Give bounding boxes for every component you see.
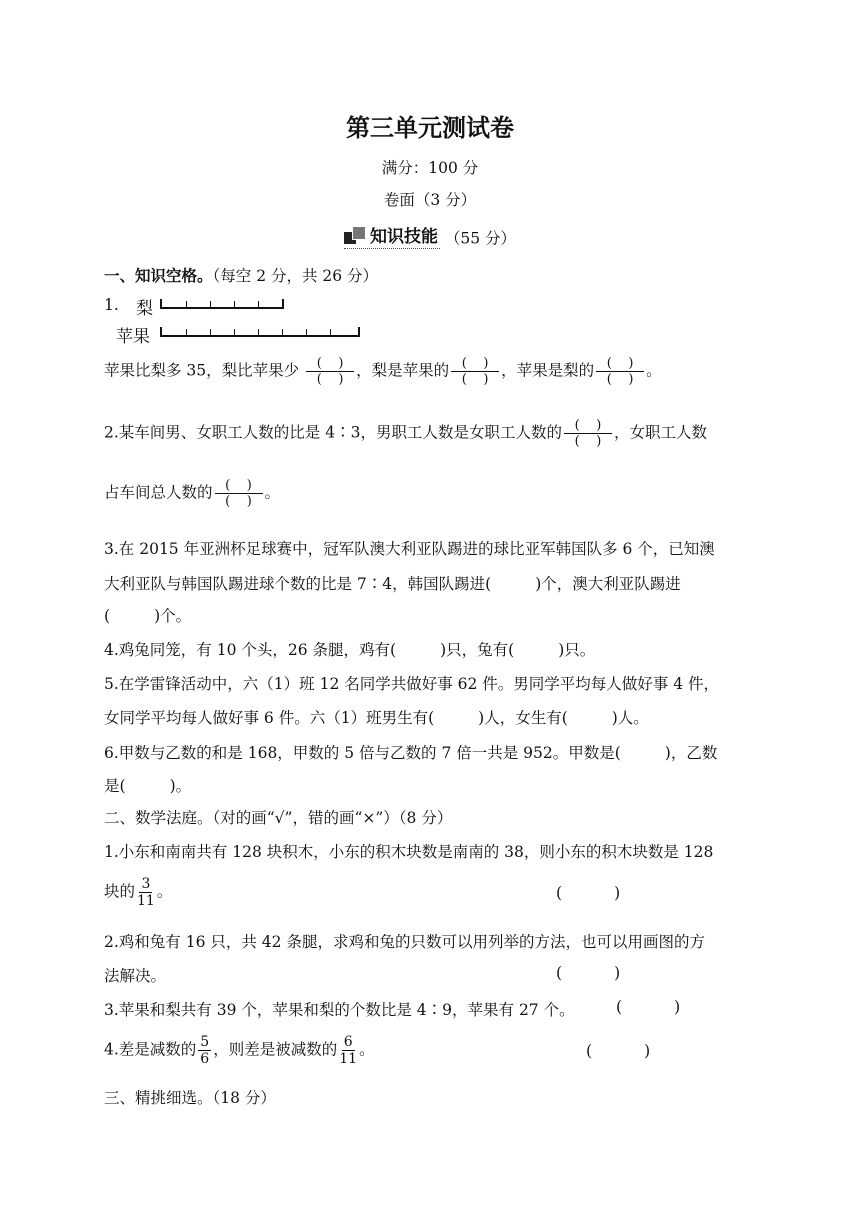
part1-heading: 一、知识空格。（每空 2 分，共 26 分）	[104, 267, 379, 285]
section-badge-icon	[344, 226, 366, 244]
page-title: 第三单元测试卷	[346, 114, 514, 142]
section-badge-score: （55 分）	[444, 229, 517, 248]
q6-line1: 6.甲数与乙数的和是 168，甲数的 5 倍与乙数的 7 倍一共是 952。甲数是( )，乙数	[104, 744, 718, 762]
p2-q4-line: 4.差是减数的 $\frac{5}{6}$ ，则差是被减数的 $\frac{6}{11}$ 。	[104, 1034, 375, 1067]
q2-line1: 2.某车间男、女职工人数的比是 4∶3，男职工人数是女职工人数的 $\frac{( )}{( )}$ ，女职工人数	[104, 418, 707, 449]
p2-q1-line2: 块的 $\frac{3}{11}$ 。	[104, 876, 173, 909]
page-score: 卷面（3 分）	[383, 191, 477, 209]
full-score: 满分：100 分	[381, 159, 479, 177]
q5-line2: 女同学平均每人做好事 6 件。六（1）班男生有( )人，女生有( )人。	[104, 709, 649, 727]
p2-q3-line: 3.苹果和梨共有 39 个，苹果和梨的个数比是 4∶9，苹果有 27 个。	[104, 1001, 575, 1019]
apple-bar	[160, 327, 360, 337]
judge-box[interactable]: ( )	[586, 1042, 651, 1060]
fraction-blank[interactable]: $\frac{( )}{( )}$	[596, 356, 644, 387]
fraction-blank[interactable]: $\frac{( )}{( )}$	[306, 356, 354, 387]
q4-line: 4.鸡兔同笼，有 10 个头，26 条腿，鸡有( )只，兔有( )只。	[104, 641, 596, 659]
q1-number: 1.	[104, 296, 119, 314]
p2-q2-line2: 法解决。	[104, 967, 167, 985]
fraction: $\frac{6}{11}$	[339, 1034, 358, 1067]
fraction-blank[interactable]: $\frac{( )}{( )}$	[215, 478, 263, 509]
q2-line2: 占车间总人数的 $\frac{( )}{( )}$ 。	[104, 478, 281, 509]
section-badge-label: 知识技能	[369, 227, 438, 247]
fraction: $\frac{5}{6}$	[200, 1034, 210, 1067]
judge-box[interactable]: ( )	[556, 964, 621, 982]
judge-box[interactable]: ( )	[616, 998, 681, 1016]
q5-line1: 5.在学雷锋活动中，六（1）班 12 名同学共做好事 62 件。男同学平均每人做好事 4 件，	[104, 675, 720, 693]
fraction-blank[interactable]: $\frac{( )}{( )}$	[564, 418, 612, 449]
p2-q1-line1: 1.小东和南南共有 128 块积木，小东的积木块数是南南的 38，则小东的积木块数是 128	[104, 843, 714, 861]
q1-apple-label: 苹果	[116, 327, 150, 347]
fraction: $\frac{3}{11}$	[137, 876, 155, 909]
q6-line2: 是( )。	[104, 777, 192, 795]
q3-line2: 大利亚队与韩国队踢进球个数的比是 7∶4，韩国队踢进( )个，澳大利亚队踢进	[104, 575, 681, 593]
pear-bar	[160, 299, 284, 309]
p2-q2-line1: 2.鸡和兔有 16 只，共 42 条腿，求鸡和兔的只数可以用列举的方法，也可以用画图的方	[104, 933, 705, 951]
q3-line1: 3.在 2015 年亚洲杯足球赛中，冠军队澳大利亚队踢进的球比亚军韩国队多 6 个，已知澳	[104, 540, 715, 558]
q3-line3: ( )个。	[104, 607, 192, 625]
part2-heading: 二、数学法庭。（对的画“√”，错的画“×”）（8 分）	[104, 809, 453, 827]
q1-text: 苹果比梨多 35，梨比苹果少 $\frac{( )}{( )}$ ，梨是苹果的 $\frac{( )}{( )}$ ，苹果是梨的 $\frac{( )}{( )}$ 。	[104, 356, 662, 387]
judge-box[interactable]: ( )	[556, 884, 621, 902]
part3-heading: 三、精挑细选。（18 分）	[104, 1089, 276, 1107]
fraction-blank[interactable]: $\frac{( )}{( )}$	[451, 356, 499, 387]
q1-pear-label: 梨	[136, 299, 153, 319]
section-badge	[344, 222, 440, 249]
section-header	[0, 222, 860, 249]
